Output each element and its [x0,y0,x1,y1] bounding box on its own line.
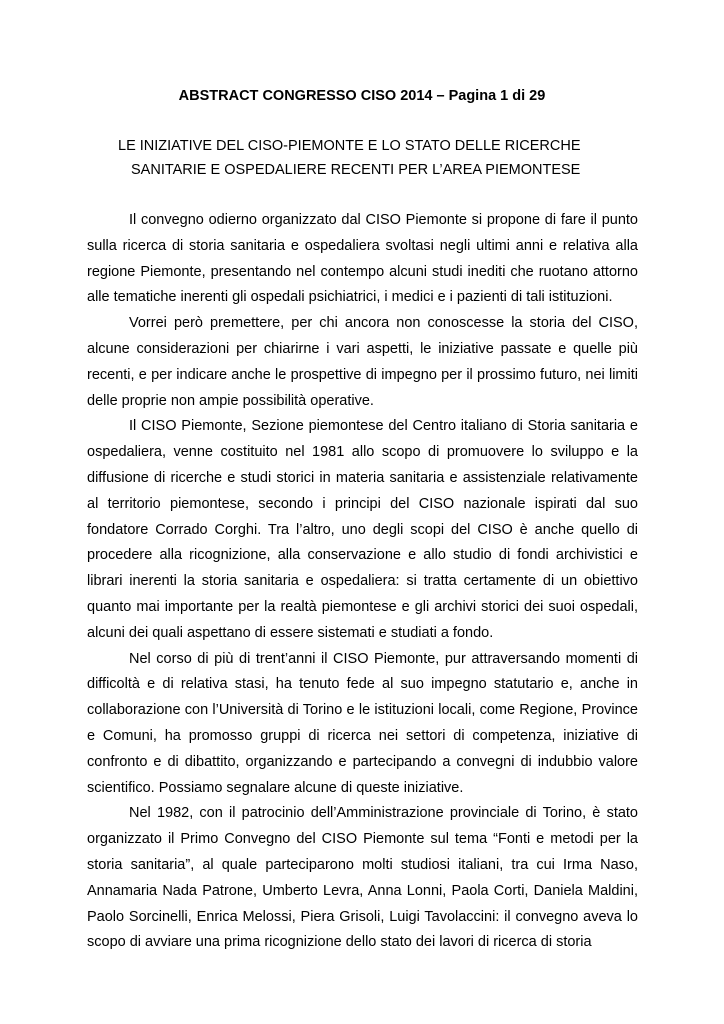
page-header: ABSTRACT CONGRESSO CISO 2014 – Pagina 1 di 29 [178,88,546,104]
paragraph: Nel corso di più di trent’anni il CISO Piemonte, pur attraversando momenti di difficoltà e di relativa stasi, ha tenuto fede al suo impegno statutario e, anche in collaborazione con l’Università di Torino e le istituzioni locali, come Regione, Province e Comuni, ha promosso gruppi di ricerca nei settori di competenza, iniziative di confronto e di dibattito, organizzando e partecipando a convegni di indubbio valore scientifico. Possiamo segnalare alcune di queste iniziative. [87,650,638,796]
body-text [87,208,638,956]
title-line-2: SANITARIE E OSPEDALIERE RECENTI PER L’AREA PIEMONTESE [131,162,581,178]
document-title [110,134,630,182]
paragraph: Il CISO Piemonte, Sezione piemontese del Centro italiano di Storia sanitaria e ospedaliera, venne costituito nel 1981 allo scopo di promuovere lo sviluppo e la diffusione di ricerche e studi storici in materia sanitaria e assistenziale relativamente al territorio piemontese, secondo i principi del CISO nazionale ispirati dal suo fondatore Corrado Corghi. Tra l’altro, uno degli scopi del CISO è anche quello di procedere alla ricognizione, alla conservazione e allo studio di fondi archivistici e librari inerenti la storia sanitaria e ospedaliera: si tratta certamente di un obiettivo quanto mai importante per la realtà piemontese e gli archivi storici dei suoi ospedali, alcuni dei quali aspettano di essere sistemati e studiati a fondo. [87,418,638,641]
paragraph: Nel 1982, con il patrocinio dell’Amministrazione provinciale di Torino, è stato organizzato il Primo Convegno del CISO Piemonte sul tema “Fonti e metodi per la storia sanitaria”, al quale parteciparono molti studiosi italiani, tra cui Irma Naso, Annamaria Nada Patrone, Umberto Levra, Anna Lonni, Paola Corti, Daniela Maldini, Paolo Sorcinelli, Enrica Melossi, Piera Grisoli, Luigi Tavolaccini: il convegno aveva lo scopo di avviare una prima ricognizione dello stato dei lavori di ricerca di storia [87,805,638,951]
title-line-1: LE INIZIATIVE DEL CISO-PIEMONTE E LO STATO DELLE RICERCHE [118,138,581,154]
paragraph: Il convegno odierno organizzato dal CISO Piemonte si propone di fare il punto sulla ricerca di storia sanitaria e ospedaliera svoltasi negli ultimi anni e relativa alla regione Piemonte, presentando nel contempo alcuni studi inediti che ruotano attorno alle tematiche inerenti gli ospedali psichiatrici, i medici e i pazienti di tali istituzioni. [87,212,638,306]
paragraph: Vorrei però premettere, per chi ancora non conoscesse la storia del CISO, alcune considerazioni per chiarirne i vari aspetti, le iniziative passate e quelle più recenti, e per indicare anche le prospettive di impegno per il prossimo futuro, nei limiti delle proprie non ampie possibilità operative. [87,315,638,409]
